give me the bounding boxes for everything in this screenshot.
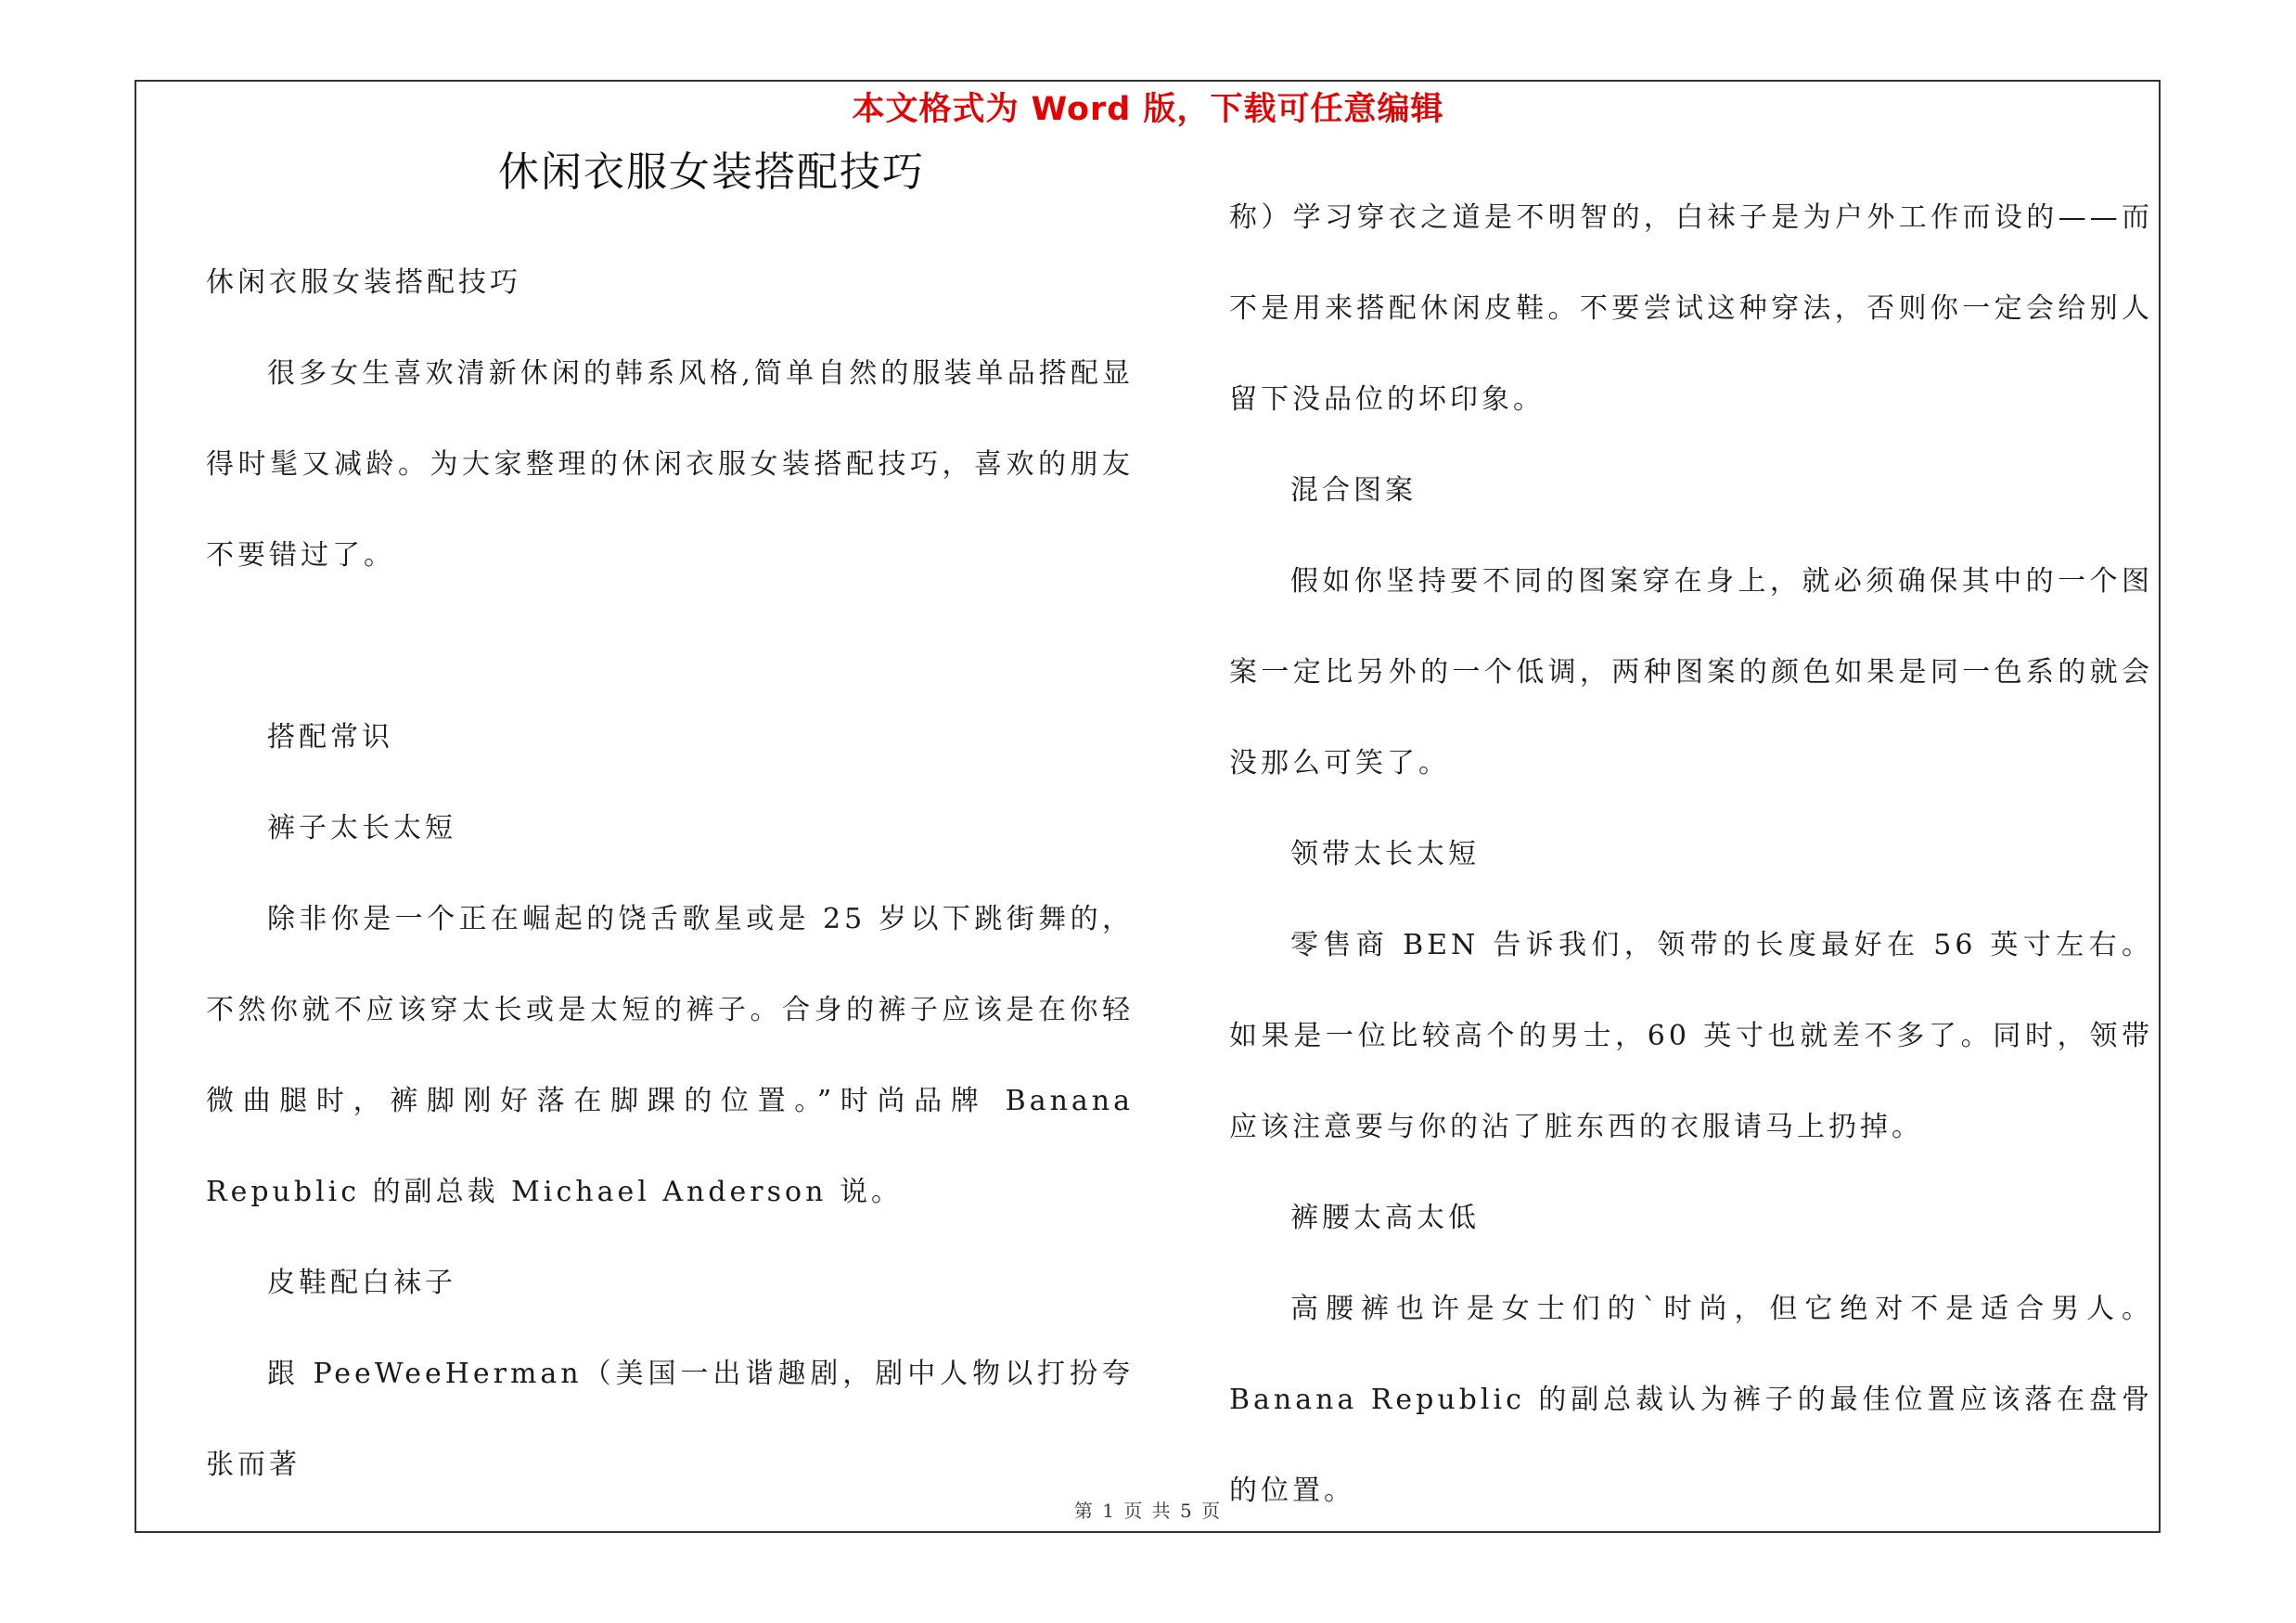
intro-paragraph: 很多女生喜欢清新休闲的韩系风格,简单自然的服装单品搭配显得时髦又减龄。为大家整理的休闲衣服女装搭配技巧，喜欢的朋友不要错过了。 [206,357,1134,572]
section-heading-white-socks: 皮鞋配白袜子 [267,1267,456,1299]
page-number-footer: 第 1 页 共 5 页 [1073,1500,1223,1522]
section-heading-matching-tips: 搭配常识 [267,721,393,754]
subtitle-line: 休闲衣服女装搭配技巧 [206,266,521,299]
tie-length-paragraph: 零售商 BEN 告诉我们，领带的长度最好在 56 英寸左右。如果是一位比较高个的男士，60 英寸也就差不多了。同时，领带应该注意要与你的沾了脏东西的衣服请马上扔掉。 [1229,929,2153,1143]
mixed-patterns-paragraph: 假如你坚持要不同的图案穿在身上，就必须确保其中的一个图案一定比另外的一个低调，两种图案的颜色如果是同一色系的就会没那么可笑了。 [1229,565,2153,779]
word-format-banner: 本文格式为 Word 版，下载可任意编辑 [852,91,1444,128]
left-column [206,148,1134,1511]
white-socks-paragraph-start: 跟 PeeWeeHerman（美国一出谐趣剧，剧中人物以打扮夸张而著 [206,1358,1134,1481]
white-socks-paragraph-continued: 称）学习穿衣之道是不明智的，白袜子是为户外工作而设的——而不是用来搭配休闲皮鞋。不要尝试这种穿法，否则你一定会给别人留下没品位的坏印象。 [1229,201,2153,416]
waist-height-paragraph: 高腰裤也许是女士们的`时尚，但它绝对不是适合男人。Banana Republic 的副总裁认为裤子的最佳位置应该落在盘骨的位置。 [1229,1293,2153,1507]
section-heading-tie-length: 领带太长太短 [1290,838,1480,870]
pants-length-paragraph: 除非你是一个正在崛起的饶舌歌星或是 25 岁以下跳街舞的，不然你就不应该穿太长或是太短的裤子。合身的裤子应该是在你轻微曲腿时，裤脚刚好落在脚踝的位置。”时尚品牌 Banana Republic 的副总裁 Michael Anderson 说。 [206,903,1134,1208]
blank-line [206,601,1134,692]
section-heading-waist-height: 裤腰太高太低 [1290,1202,1480,1234]
section-heading-mixed-patterns: 混合图案 [1290,474,1417,507]
right-column [1229,173,2153,1537]
document-title: 休闲衣服女装搭配技巧 [498,148,925,196]
section-heading-pants-length: 裤子太长太短 [267,812,456,844]
